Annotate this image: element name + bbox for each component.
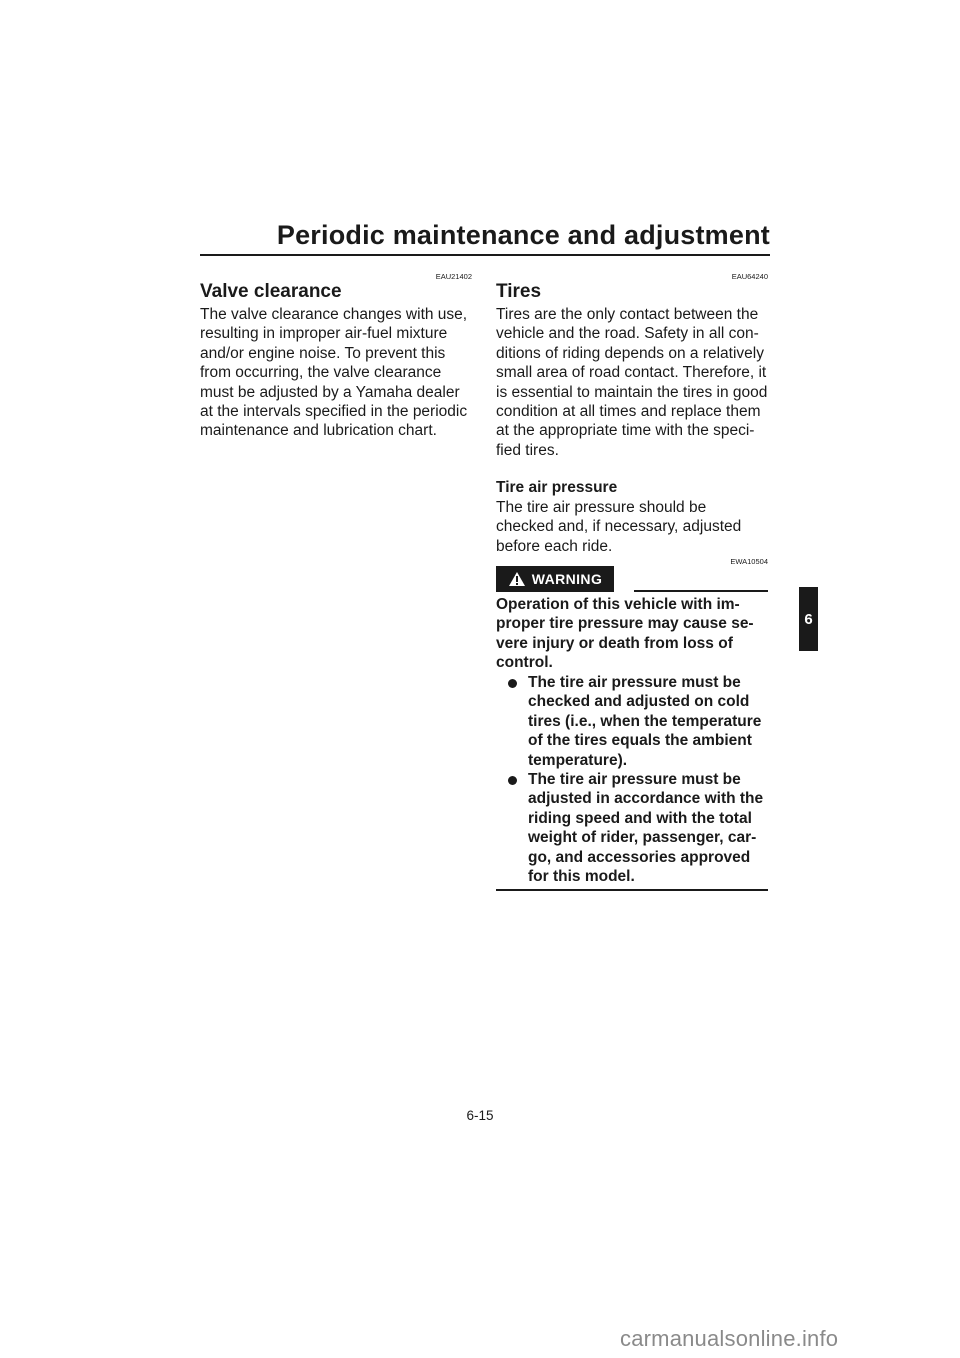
- text-line: The tire air pressure must be: [528, 771, 741, 789]
- warning-intro: [496, 595, 768, 673]
- text-line: ditions of riding depends on a relatively: [496, 344, 764, 362]
- text-line: The tire air pressure should be: [496, 499, 707, 516]
- text-line: adjusted in accordance with the: [528, 790, 764, 808]
- text-line: resulting in improper air-fuel mixture: [200, 325, 448, 343]
- page-number: 6-15: [466, 1108, 494, 1123]
- text-line: checked and, if necessary, adjusted: [496, 518, 742, 536]
- warning-bullet-item: [506, 770, 768, 886]
- watermark: carmanualsonline.info: [620, 1326, 839, 1351]
- chapter-tab: 6: [799, 587, 818, 651]
- text-line: before each ride.: [496, 537, 613, 555]
- warning-label: WARNING: [531, 571, 603, 587]
- text-line: weight of rider, passenger, car-: [528, 829, 757, 847]
- tires-text: [496, 305, 768, 460]
- page-title: Periodic maintenance and adjustment: [276, 220, 770, 250]
- warning-end-rule: [496, 889, 768, 891]
- text-line: The valve clearance changes with use,: [200, 306, 468, 323]
- subheading-tire-air-pressure: Tire air pressure: [496, 479, 618, 496]
- text-line: tires (i.e., when the temperature: [528, 712, 762, 730]
- text-line: proper tire pressure may cause se-: [496, 615, 754, 633]
- valve-clearance-text: [200, 305, 472, 441]
- text-line: control.: [496, 654, 553, 672]
- section-code-tires: EAU64240: [731, 272, 768, 281]
- text-line: Tires are the only contact between the: [496, 306, 759, 323]
- warning-badge: [496, 566, 614, 592]
- text-line: small area of road contact. Therefore, it: [496, 364, 767, 382]
- warning-bullet-list: [506, 673, 768, 886]
- text-line: at the appropriate time with the speci-: [496, 422, 755, 440]
- section-heading-tires: Tires: [496, 281, 542, 302]
- bullet-icon: [508, 776, 517, 785]
- text-line: vehicle and the road. Safety in all con-: [496, 325, 759, 343]
- text-line: riding speed and with the total: [528, 809, 752, 827]
- text-line: for this model.: [528, 868, 635, 886]
- title-rule: [200, 254, 770, 256]
- section-code-valve: EAU21402: [435, 272, 472, 281]
- warning-triangle-icon: [508, 571, 526, 587]
- text-line: from occurring, the valve clearance: [200, 364, 442, 382]
- text-line: condition at all times and replace them: [496, 403, 761, 421]
- text-line: vere injury or death from loss of: [496, 634, 733, 652]
- text-line: of the tires equals the ambient: [528, 732, 752, 750]
- bullet-icon: [508, 679, 517, 688]
- text-line: Operation of this vehicle with im-: [496, 596, 740, 613]
- text-line: is essential to maintain the tires in good: [496, 383, 768, 401]
- text-line: fied tires.: [496, 441, 559, 459]
- text-line: maintenance and lubrication chart.: [200, 422, 437, 440]
- section-heading-valve-clearance: Valve clearance: [200, 281, 342, 302]
- text-line: at the intervals specified in the periodic: [200, 403, 468, 421]
- warning-code: EWA10504: [730, 557, 768, 566]
- text-line: temperature).: [528, 751, 628, 769]
- text-line: checked and adjusted on cold: [528, 693, 750, 711]
- text-line: must be adjusted by a Yamaha dealer: [200, 383, 460, 401]
- text-line: and/or engine noise. To prevent this: [200, 344, 446, 362]
- warning-header-rule: [634, 590, 768, 592]
- text-line: go, and accessories approved: [528, 848, 751, 866]
- warning-bullet-item: [506, 673, 768, 770]
- tire-pressure-text: [496, 498, 768, 556]
- text-line: The tire air pressure must be: [528, 674, 741, 691]
